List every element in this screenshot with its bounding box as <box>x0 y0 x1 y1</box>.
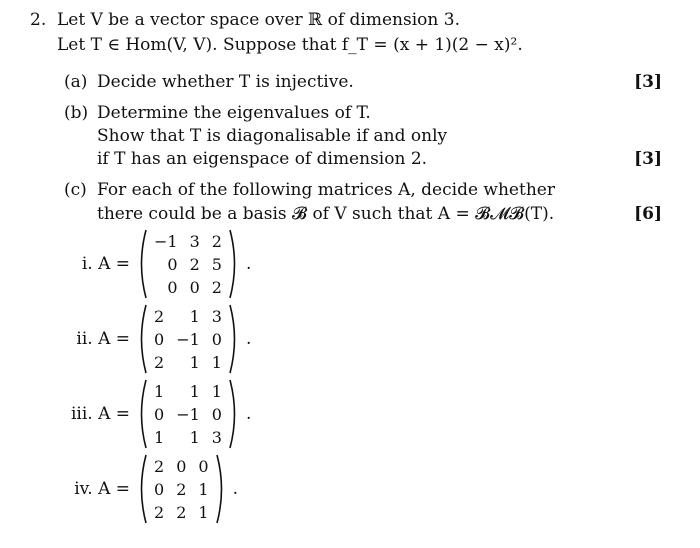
matrix-cell: 1 <box>154 381 165 401</box>
part-b-line-1: Determine the eigenvalues of T. <box>97 103 371 123</box>
matrix-label: ii. A = <box>76 329 130 349</box>
left-paren <box>136 228 148 300</box>
matrix-label: iii. A = <box>70 404 130 424</box>
matrix-cell: 1 <box>189 427 200 447</box>
matrix-cell: 5 <box>211 254 222 274</box>
part-b-line-3: if T has an eigenspace of dimension 2. <box>97 149 428 169</box>
question-line-1: Let V be a vector space over ℝ of dimension 3. <box>57 10 460 30</box>
matrix-cell: 2 <box>154 352 165 372</box>
question-number: 2. <box>30 10 47 30</box>
left-paren <box>136 453 148 525</box>
matrix-cell: 1 <box>211 352 222 372</box>
matrix-cell: 0 <box>154 329 165 349</box>
matrix-cell: 2 <box>211 277 222 297</box>
part-c-marks: [6] <box>634 204 662 224</box>
matrix-cell: 1 <box>189 381 200 401</box>
matrix-cell: 0 <box>154 479 165 499</box>
part-c-line-1: For each of the following matrices A, decide whether <box>97 180 555 200</box>
matrix-cell: 2 <box>211 231 222 251</box>
part-a-marks: [3] <box>634 72 662 92</box>
matrix-cell: 2 <box>176 502 187 522</box>
matrix-table <box>148 380 228 449</box>
matrix-cell: 0 <box>167 277 178 297</box>
matrix-cell: 2 <box>154 502 165 522</box>
left-paren <box>136 303 148 375</box>
matrix-table <box>148 305 228 374</box>
matrix-ii <box>60 303 251 375</box>
matrix-cell: 0 <box>154 404 165 424</box>
part-b-label: (b) <box>64 103 89 123</box>
matrix-cell: 1 <box>154 427 165 447</box>
matrix-cell: 1 <box>198 502 209 522</box>
matrix-table <box>148 455 215 524</box>
matrix-cell: 0 <box>198 456 209 476</box>
matrix-cell: 0 <box>167 254 178 274</box>
question-line-2: Let T ∈ Hom(V, V). Suppose that f_T = (x + 1)(2 − x)². <box>57 35 523 55</box>
right-paren <box>228 303 240 375</box>
part-b-marks: [3] <box>634 149 662 169</box>
left-paren <box>136 378 148 450</box>
period: . <box>245 404 252 424</box>
matrix-cell: 1 <box>198 479 209 499</box>
right-paren <box>228 228 240 300</box>
matrix-cell: 1 <box>189 306 200 326</box>
part-a-label: (a) <box>64 72 88 92</box>
matrix-cell: 1 <box>211 381 222 401</box>
matrix-cell: 0 <box>189 277 200 297</box>
period: . <box>245 254 252 274</box>
matrix-table <box>148 230 228 299</box>
matrix-label: i. A = <box>81 254 130 274</box>
matrix-cell: 3 <box>211 427 222 447</box>
matrix-cell: 2 <box>176 479 187 499</box>
matrix-cell: 3 <box>189 231 200 251</box>
part-c-line-2: there could be a basis 𝓑 of V such that A = 𝓑𝓜𝓑(T). <box>97 204 555 224</box>
matrix-cell: 0 <box>176 456 187 476</box>
matrix-cell: −1 <box>176 329 200 349</box>
matrix-i <box>60 228 251 300</box>
matrix-cell: 2 <box>189 254 200 274</box>
matrix-cell: 1 <box>189 352 200 372</box>
matrix-label: iv. A = <box>74 479 130 499</box>
matrix-cell: 2 <box>154 306 165 326</box>
matrix-cell: 2 <box>154 456 165 476</box>
matrix-cell: 0 <box>211 404 222 424</box>
matrix-cell: 3 <box>211 306 222 326</box>
part-c-label: (c) <box>64 180 87 200</box>
part-b-line-2: Show that T is diagonalisable if and only <box>97 126 448 146</box>
matrix-cell: −1 <box>154 231 178 251</box>
right-paren <box>228 378 240 450</box>
part-a-text: Decide whether T is injective. <box>97 72 354 92</box>
period: . <box>245 329 252 349</box>
matrix-cell: 0 <box>211 329 222 349</box>
right-paren <box>215 453 227 525</box>
matrix-cell: −1 <box>176 404 200 424</box>
matrix-iv <box>60 453 238 525</box>
period: . <box>232 479 238 499</box>
matrix-iii <box>60 378 251 450</box>
